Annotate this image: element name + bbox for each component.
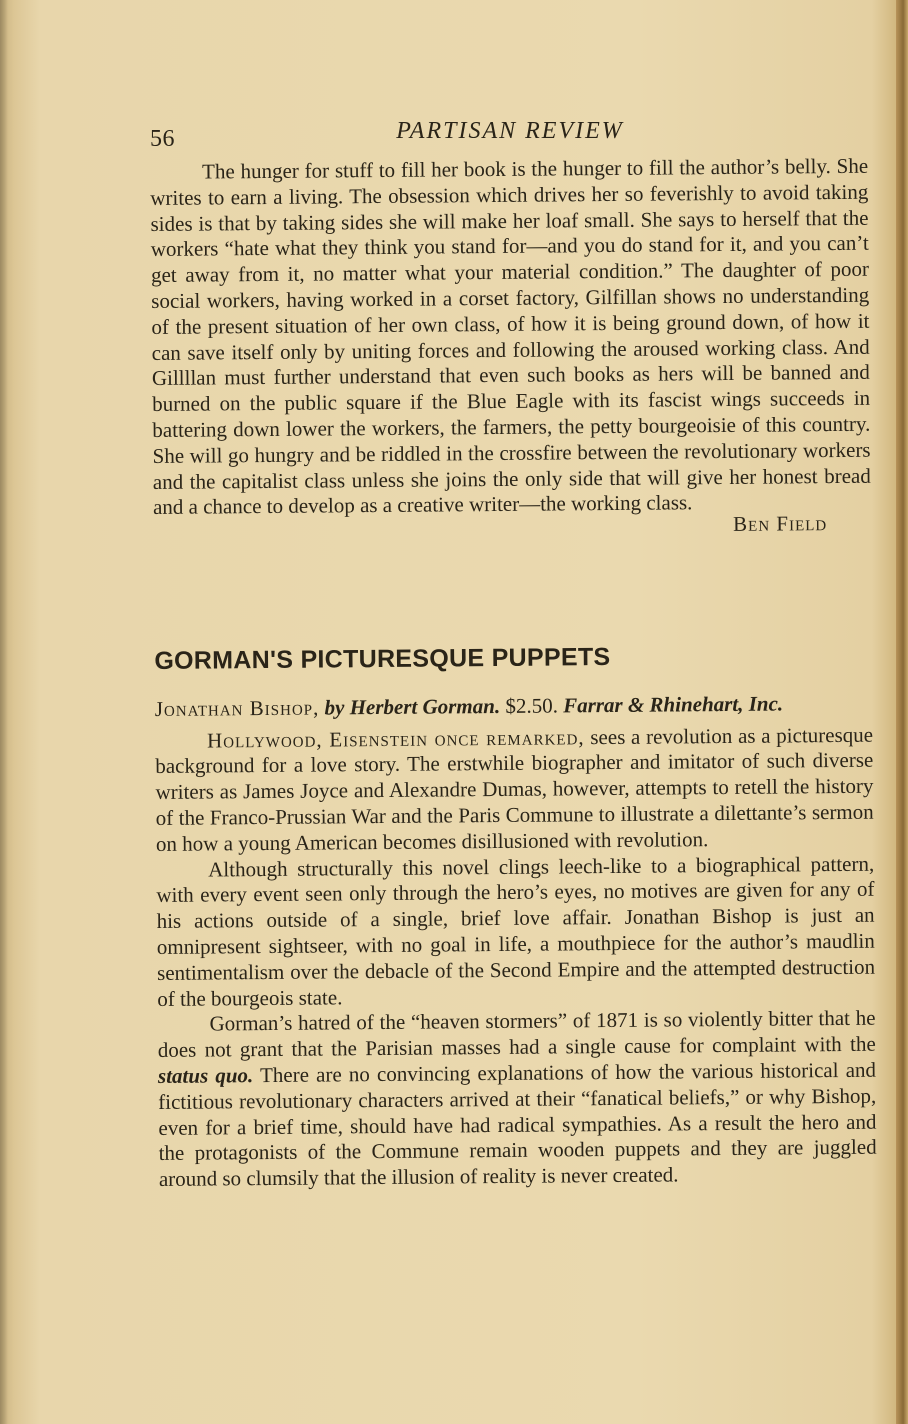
- lead-in-caps: Hollywood, Eisenstein once remarked,: [206, 724, 585, 753]
- book-price: $2.50.: [505, 693, 558, 718]
- reviewer-signature: Ben Field: [733, 511, 828, 537]
- running-title: PARTISAN REVIEW: [396, 118, 624, 144]
- page-body: [150, 154, 877, 1193]
- page-header: [150, 118, 870, 152]
- review-paragraph: [157, 1006, 877, 1193]
- paragraph-text: There are no convincing explanations of how the various historical and fictitious revolutionary characters arrived at their “fanatical beliefs,” or why Bishop, even for a brief time, should have had radical sympathies. As a result the hero and the protagonists of the Commune remain wooden puppets and they are juggled around so clumsily that the illusion of reality is never created.: [158, 1057, 877, 1192]
- paragraph-text: Gorman’s hatred of the “heaven stormers” of 1871 is so violently bitter that he does not grant that the Parisian masses had a single cause for complaint with the: [157, 1006, 876, 1063]
- review-paragraph: [155, 722, 874, 857]
- page-edge: [896, 0, 908, 1424]
- gutter-shadow: [0, 0, 8, 1424]
- book-title: Jonathan Bishop,: [154, 695, 320, 721]
- paragraph-text: sees a revolution as a picturesque background for a love story. The erstwhile biographer and imitator of such diverse writers as James Joyce and Alexandre Dumas, however, attempts to retell the history of the Franco-Prussian War and the Paris Commune to illustrate a dilettante’s sermon on how a young American becomes disillusioned with revolution.: [155, 722, 874, 856]
- review-paragraph: The hunger for stuff to fill her book is the hunger to fill the author’s belly. She writes to earn a living. The obsession which drives her so feverishly to avoid taking sides is that by taking sides she will make her loaf small. She says to herself that the workers “hate what they think you stand for—and you do stand for it, and you can’t get away from it, no matter what your material condition.” The daughter of poor social workers, having worked in a corset factory, Gilfillan shows no understanding of the present situation of her own class, of how it is being ground down, of how it can save itself only by uniting forces and following the aroused working class. And Gillllan must further understand that even such books as hers will be banned and burned on the public square if the Blue Eagle with its fascist wings succeeds in battering down lower the workers, the farmers, the petty bourgeoisie of this country. She will go hungry and be riddled in the crossfire between the revolutionary workers and the capitalist class unless she joins the only side that will give her honest bread and a chance to develop as a creative writer—the working class.: [150, 153, 871, 520]
- page-number: 56: [150, 126, 175, 152]
- review-paragraph: Although structurally this novel clings leech-like to a biographical pattern, with every event seen only through the hero’s eyes, no motives are given for any of his actions outside of a single, brief love affair. Jonathan Bishop is just an omnipresent sightseer, with no goal in life, a mouthpiece for the author’s maudlin sentimentalism over the debacle of the Second Empire and the attempted destruction of the bourgeois state.: [156, 851, 876, 1011]
- section-title: GORMAN'S PICTURESQUE PUPPETS: [154, 642, 611, 675]
- book-publisher: Farrar & Rhinehart, Inc.: [563, 691, 784, 718]
- italic-term: status quo.: [157, 1063, 254, 1088]
- book-citation: [155, 690, 873, 722]
- book-author: by Herbert Gorman.: [324, 693, 501, 720]
